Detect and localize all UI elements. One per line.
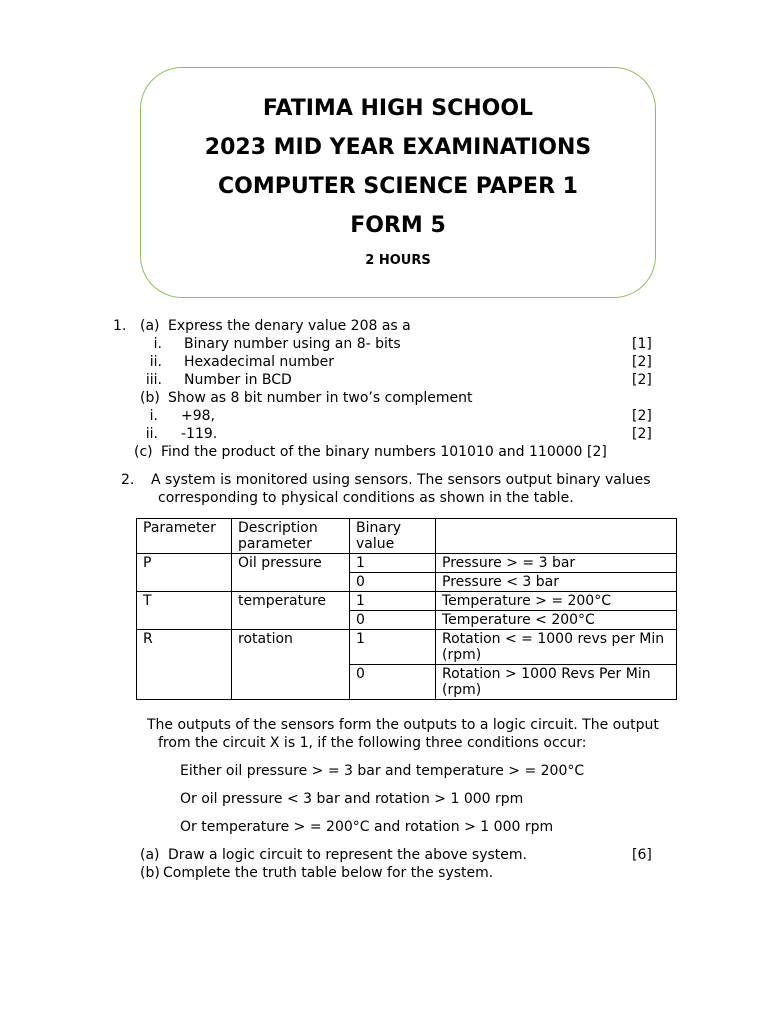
q1b-text: Show as 8 bit number in two’s complement — [168, 390, 473, 406]
sensor-table — [136, 518, 677, 700]
table-row — [137, 630, 677, 665]
table-header-cell: Description parameter — [232, 519, 350, 554]
binary-cell: 1 — [350, 554, 436, 573]
exam-header-box — [140, 67, 656, 298]
binary-cell: 0 — [350, 573, 436, 592]
q1a-label: (a) — [140, 318, 160, 334]
desc-cell: rotation — [232, 630, 350, 700]
q2-condition: Either oil pressure > = 3 bar and temperature > = 200°C — [180, 763, 585, 779]
desc-cell: temperature — [232, 592, 350, 630]
q2-condition: Or oil pressure < 3 bar and rotation > 1 000 rpm — [180, 791, 524, 807]
binary-cell: 1 — [350, 630, 436, 665]
q2a-marks: [6] — [632, 847, 652, 863]
q1b-item-text: +98, — [181, 408, 215, 424]
param-cell: R — [137, 630, 232, 700]
binary-cell: 1 — [350, 592, 436, 611]
q1a-text: Express the denary value 208 as a — [168, 318, 411, 334]
q1a-item-text: Number in BCD — [184, 372, 292, 388]
condition-cell: Pressure > = 3 bar — [436, 554, 677, 573]
table-header-cell: Binary value — [350, 519, 436, 554]
q1a-item-num: i. — [153, 336, 162, 352]
q1a-item-num: ii. — [149, 354, 162, 370]
table-header-cell: Parameter — [137, 519, 232, 554]
q1b-item-num: i. — [149, 408, 158, 424]
q2-condition: Or temperature > = 200°C and rotation > 1 000 rpm — [180, 819, 554, 835]
table-header-cell — [436, 519, 677, 554]
q1-number: 1. — [113, 318, 127, 334]
q2-output-line1: The outputs of the sensors form the outputs to a logic circuit. The output — [147, 717, 659, 733]
table-row — [137, 592, 677, 611]
condition-cell: Rotation < = 1000 revs per Min (rpm) — [436, 630, 677, 665]
param-cell: T — [137, 592, 232, 630]
condition-cell: Pressure < 3 bar — [436, 573, 677, 592]
q1c-marks: [2] — [587, 444, 607, 460]
q2-number: 2. — [121, 472, 135, 488]
q1b-item-num: ii. — [145, 426, 158, 442]
q1a-item-num: iii. — [145, 372, 162, 388]
q1b-item-marks: [2] — [632, 426, 652, 442]
condition-cell: Temperature > = 200°C — [436, 592, 677, 611]
form-title: FORM 5 — [350, 213, 446, 238]
q1a-item-marks: [2] — [632, 354, 652, 370]
q1c-text: Find the product of the binary numbers 101010 and 110000 — [161, 444, 583, 460]
q2a-label: (a) — [140, 847, 160, 863]
binary-cell: 0 — [350, 611, 436, 630]
param-cell: P — [137, 554, 232, 592]
q2a-text: Draw a logic circuit to represent the above system. — [168, 847, 527, 863]
table-row — [137, 554, 677, 573]
q1a-item-marks: [2] — [632, 372, 652, 388]
q1b-item-text: -119. — [181, 426, 218, 442]
table-header-row — [137, 519, 677, 554]
q1b-item-marks: [2] — [632, 408, 652, 424]
exam-duration: 2 HOURS — [365, 253, 431, 268]
q1c-label: (c) — [134, 444, 153, 460]
q2-output-line2: from the circuit X is 1, if the following three conditions occur: — [158, 735, 587, 751]
q1b-label: (b) — [140, 390, 160, 406]
desc-cell: Oil pressure — [232, 554, 350, 592]
q1a-item-text: Hexadecimal number — [184, 354, 335, 370]
school-name: FATIMA HIGH SCHOOL — [262, 96, 534, 121]
q2-intro-line2: corresponding to physical conditions as shown in the table. — [158, 490, 574, 506]
condition-cell: Temperature < 200°C — [436, 611, 677, 630]
exam-title: 2023 MID YEAR EXAMINATIONS — [204, 135, 592, 160]
q1a-item-text: Binary number using an 8- bits — [184, 336, 401, 352]
q1a-item-marks: [1] — [632, 336, 652, 352]
subject-title: COMPUTER SCIENCE PAPER 1 — [217, 174, 578, 199]
q2b-text: Complete the truth table below for the system. — [163, 865, 494, 881]
condition-cell: Rotation > 1000 Revs Per Min (rpm) — [436, 665, 677, 700]
q2-intro-line1: A system is monitored using sensors. The sensors output binary values — [151, 472, 651, 488]
q2b-label: (b) — [140, 865, 160, 881]
binary-cell: 0 — [350, 665, 436, 700]
